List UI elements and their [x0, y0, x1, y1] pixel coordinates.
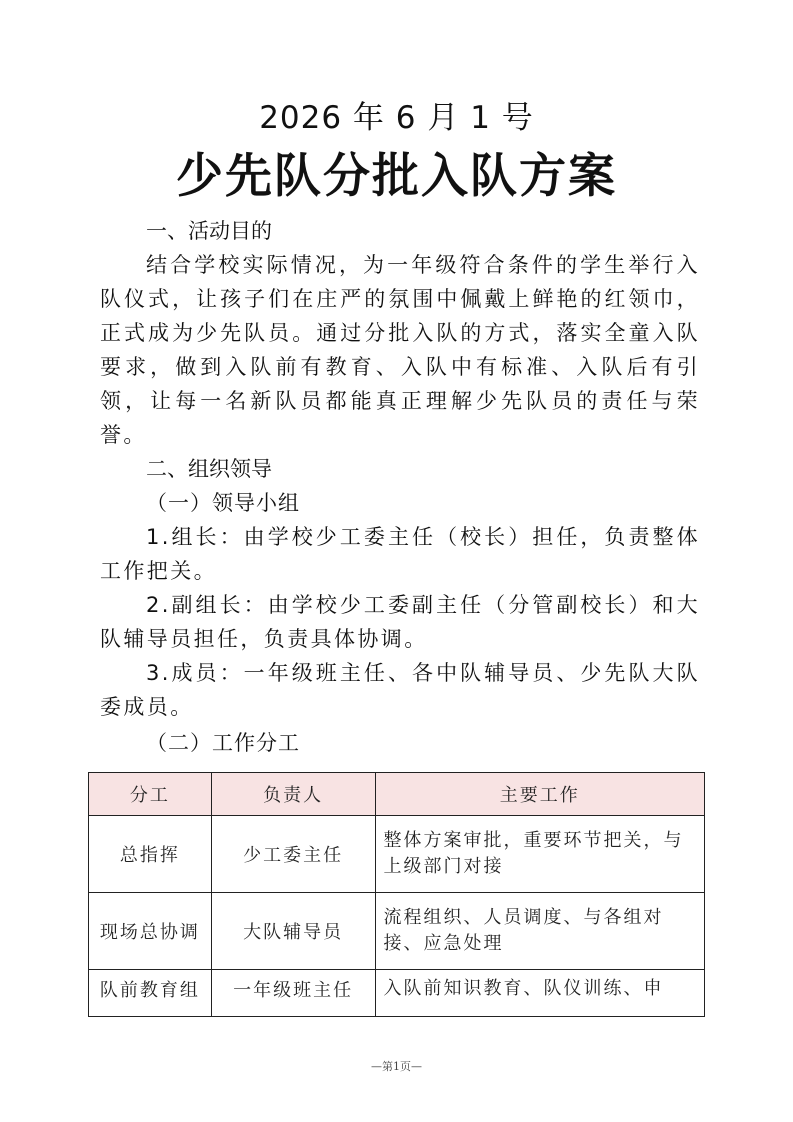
work-division-table: [88, 772, 705, 1017]
page-number-footer: —第1页—: [371, 1060, 422, 1073]
column-header-main-work: 主要工作: [375, 773, 704, 816]
document-title: 少先队分批入队方案: [176, 149, 617, 204]
table-cell-main-work: 整体方案审批，重要环节把关，与上级部门对接: [375, 816, 704, 893]
table-cell-owner: 一年级班主任: [211, 970, 375, 1017]
leadership-item-leader: 1.组长：由学校少工委主任（校长）担任，负责整体工作把关。: [100, 525, 700, 583]
table-cell-division: 现场总协调: [89, 893, 212, 970]
document-date: 2026 年 6 月 1 号: [259, 100, 534, 136]
table-cell-owner: 大队辅导员: [211, 893, 375, 970]
leadership-item-members: 3.成员：一年级班主任、各中队辅导员、少先队大队委成员。: [100, 661, 700, 719]
section-heading-organization: 二、组织领导: [146, 457, 272, 481]
table-row: [89, 893, 705, 970]
table-cell-main-work: 流程组织、人员调度、与各组对接、应急处理: [375, 893, 704, 970]
column-header-division: 分工: [89, 773, 212, 816]
subheading-leadership-group: （一）领导小组: [146, 491, 300, 515]
table-header-row: [89, 773, 705, 816]
table-row: [89, 970, 705, 1017]
document-body: [100, 214, 700, 760]
section-heading-purpose: 一、活动目的: [146, 219, 272, 243]
table-cell-division: 队前教育组: [89, 970, 212, 1017]
subheading-work-division: （二）工作分工: [146, 731, 300, 755]
table-cell-owner: 少工委主任: [211, 816, 375, 893]
table-row: [89, 816, 705, 893]
table-cell-main-work: 入队前知识教育、队仪训练、申: [375, 970, 704, 1017]
leadership-item-deputy: 2.副组长：由学校少工委副主任（分管副校长）和大队辅导员担任，负责具体协调。: [100, 593, 700, 651]
table-cell-division: 总指挥: [89, 816, 212, 893]
column-header-owner: 负责人: [211, 773, 375, 816]
purpose-paragraph: 结合学校实际情况，为一年级符合条件的学生举行入队仪式，让孩子们在庄严的氛围中佩戴上鲜艳的红领巾，正式成为少先队员。通过分批入队的方式，落实全童入队要求，做到入队前有教育、入队中有标准、入队后有引领，让每一名新队员都能真正理解少先队员的责任与荣誉。: [100, 253, 700, 447]
